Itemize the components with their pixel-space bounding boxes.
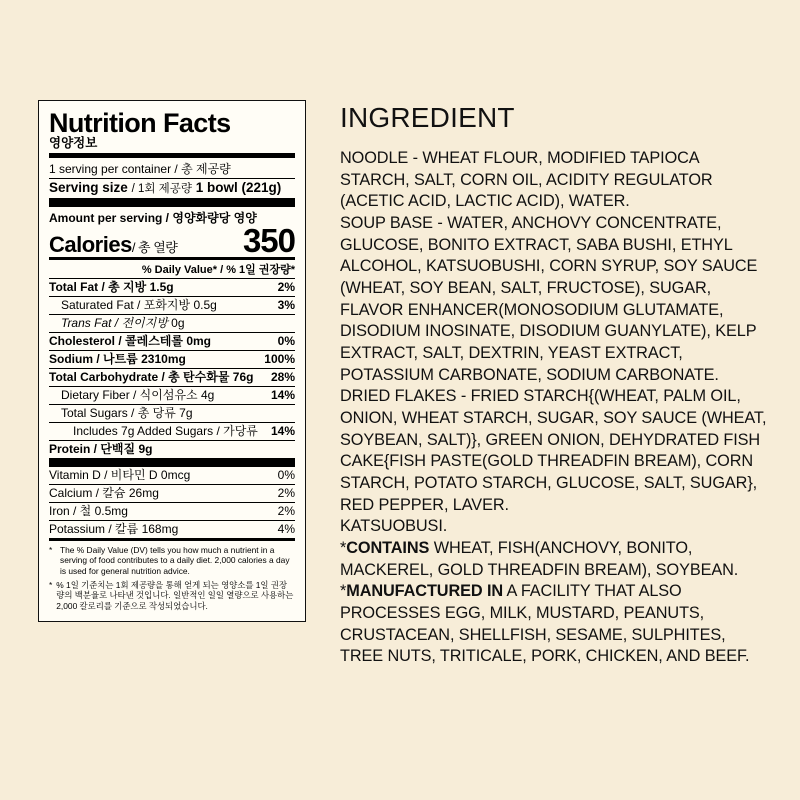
nutrient-dv: 28% [270, 370, 295, 385]
calories-row [49, 221, 295, 259]
nutrition-facts-panel [38, 100, 306, 622]
nutrient-amount-wrap [258, 424, 271, 439]
table-row [49, 387, 295, 404]
calories-label-group [49, 234, 177, 256]
footnote-korean [49, 576, 295, 614]
nutrient-amount: 9g [138, 442, 153, 457]
calories-value: 350 [242, 221, 295, 259]
allergen-manufactured-in [340, 581, 770, 668]
vitamin-amount-wrap [126, 486, 278, 501]
vitamin-amount-wrap [138, 522, 277, 537]
footnote-star: * [49, 545, 53, 556]
vitamin-amount: 0.5mg [94, 504, 128, 519]
nutrient-amount: 0g [171, 316, 185, 331]
table-row [49, 467, 295, 484]
table-row [49, 315, 295, 332]
nutrient-amount-wrap [183, 334, 278, 349]
nutrient-amount-wrap [190, 298, 278, 313]
nutrient-amount-wrap [146, 280, 277, 295]
nutrition-facts-title: Nutrition Facts [49, 108, 231, 138]
serving-size-value: 1 bowl (221g) [195, 179, 282, 195]
calories-label: Calories [49, 232, 132, 258]
vitamin-name: Iron / 철 [49, 504, 92, 519]
nutrient-name: Cholesterol / 콜레스테롤 [49, 334, 183, 349]
servings-per-container: 1 serving per container / 총 제공량 [49, 161, 231, 176]
nutrient-amount: 2310mg [141, 352, 186, 367]
nutrient-amount: 1.5g [149, 280, 174, 295]
nutrient-name: Dietary Fiber / 식이섬유소 [61, 388, 198, 403]
vitamin-amount: 0mcg [160, 468, 191, 483]
table-row [49, 333, 295, 350]
vitamin-name: Calcium / 칼슘 [49, 486, 126, 501]
table-row [49, 405, 295, 422]
nutrient-name: Total Carbohydrate / 총 탄수화물 [49, 370, 230, 385]
nutrient-name: Total Sugars / 총 당류 [61, 406, 176, 421]
nutrient-name: Protein / 단백질 [49, 442, 136, 457]
table-row [49, 297, 295, 314]
serving-size-row [49, 179, 295, 198]
ingredient-heading: INGREDIENT [340, 102, 515, 133]
nutrient-amount-wrap [138, 352, 265, 367]
footnote-text: The % Daily Value (DV) tells you how much a nutrient in a serving of food contributes to a daily diet. 2,000 calories a day is used for general nutrition advice. [60, 545, 290, 576]
contains-label: CONTAINS [346, 539, 430, 558]
nutrient-amount: 4g [201, 388, 215, 403]
nutrition-facts-title-korean: 영양정보 [49, 136, 98, 151]
vitamin-amount: 26mg [128, 486, 159, 501]
manufactured-label: MANUFACTURED IN [346, 582, 504, 601]
contains-star: * [340, 539, 347, 558]
ingredient-katsuobusi: KATSUOBUSI. [340, 517, 448, 536]
vitamin-amount-wrap [91, 504, 277, 519]
nutrient-amount: 76g [232, 370, 254, 385]
nutrient-rows [49, 279, 295, 458]
contains-text: WHEAT, FISH(ANCHOVY, BONITO, MACKEREL, GOLD THREADFIN BREAM), SOYBEAN. [340, 539, 739, 579]
calories-label-korean: / 총 열량 [131, 240, 178, 256]
nutrient-name: Sodium / 나트륨 [49, 352, 138, 367]
footnote-text-korean: % 1일 기준치는 1회 제공량을 통해 얻게 되는 영양소를 1일 권장량의 백분율로 나타낸 것입니다. 일반적인 일일 열량으로 사용하는 2,000 칼로리를 기준으로 작성되었습니다. [56, 579, 294, 611]
ingredient-body [340, 148, 770, 668]
nutrient-amount-wrap [198, 388, 271, 403]
vitamin-rows [49, 467, 295, 538]
nutrient-amount: 0.5g [193, 298, 217, 313]
ingredient-noodle: NOODLE - WHEAT FLOUR, MODIFIED TAPIOCA STARCH, SALT, CORN OIL, ACIDITY REGULATOR (ACETIC ACID, LACTIC ACID), WATER. [340, 149, 713, 211]
nutrient-name: Total Fat / 총 지방 [49, 280, 147, 295]
table-row [49, 369, 295, 386]
footnote-star-korean: * [49, 579, 53, 590]
nutrient-dv: 14% [270, 424, 295, 439]
nutrient-dv: 2% [277, 280, 295, 295]
manufactured-star: * [340, 582, 347, 601]
table-row [49, 441, 295, 458]
table-row [49, 485, 295, 502]
vitamin-dv: 2% [277, 486, 295, 501]
nutrient-name: Saturated Fat / 포화지방 [61, 298, 191, 313]
nutrient-amount: 7g [179, 406, 193, 421]
divider-thick-top [49, 198, 295, 207]
nutrient-dv: 100% [264, 352, 295, 367]
amount-per-serving: Amount per serving / 영양화량당 영양 [49, 210, 257, 225]
vitamin-dv: 0% [277, 468, 295, 483]
nutrient-amount-wrap [229, 370, 271, 385]
vitamin-name: Potassium / 칼륨 [49, 522, 139, 537]
nutrient-amount: 0mg [186, 334, 212, 349]
nutrient-dv: 14% [270, 388, 295, 403]
table-row [49, 279, 295, 296]
nutrient-name: Includes 7g Added Sugars / 가당류 [73, 424, 258, 439]
nutrient-amount-wrap [135, 442, 295, 457]
ingredient-dried-flakes: DRIED FLAKES - FRIED STARCH{(WHEAT, PALM OIL, ONION, WHEAT STARCH, SUGAR, SOY SAUCE (WHEAT, SOYBEAN, SALT)}, GREEN ONION, DEHYDRATED FISH CAKE{FISH PASTE(GOLD THREADFIN BREAM), CORN STARCH, POTATO STARCH, GLUCOSE, SALT, SUGAR}, RED PEPPER, LAVER. [340, 387, 767, 514]
vitamin-dv: 2% [277, 504, 295, 519]
vitamin-name: Vitamin D / 비타민 D [49, 468, 158, 483]
vitamin-dv: 4% [277, 522, 295, 537]
vitamin-amount-wrap [158, 468, 278, 483]
divider-thick-bottom [49, 458, 295, 467]
serving-size-label: Serving size [49, 179, 128, 195]
nutrient-amount-wrap [168, 316, 295, 331]
table-row [49, 503, 295, 520]
table-row [49, 423, 295, 440]
nutrient-amount-wrap [176, 406, 295, 421]
table-row [49, 351, 295, 368]
table-row [49, 521, 295, 538]
footnote-english [49, 541, 295, 576]
ingredient-soup-base: SOUP BASE - WATER, ANCHOVY CONCENTRATE, GLUCOSE, BONITO EXTRACT, SABA BUSHI, ETHYL ALCOHOL, KATSUOBUSHI, CORN SYRUP, SOY SAUCE (WHEAT, SOY BEAN, SALT, FRUCTOSE), SUGAR, FLAVOR ENHANCER(MONOSODIUM GLUTAMATE, DISODIUM INOSINATE, DISODIUM GUANYLATE), KELP EXTRACT, SALT, DEXTRIN, YEAST EXTRACT, POTASSIUM CARBONATE, SODIUM CARBONATE. [340, 214, 758, 384]
daily-value-header: % Daily Value* / % 1일 권장량* [141, 264, 295, 277]
allergen-contains [340, 538, 770, 581]
manufactured-text: A FACILITY THAT ALSO PROCESSES EGG, MILK, MUSTARD, PEANUTS, CRUSTACEAN, SHELLFISH, SESAME, SULPHITES, TREE NUTS, TRITICALE, PORK, CHICKEN, AND BEEF. [340, 582, 750, 666]
nutrient-dv: 3% [277, 298, 295, 313]
nutrient-dv: 0% [277, 334, 295, 349]
serving-size-label-korean: / 1회 제공량 [131, 182, 192, 195]
nutrient-name: Trans Fat / 전이지방 [61, 316, 168, 331]
vitamin-amount: 168mg [141, 522, 179, 537]
ingredient-column [340, 100, 770, 770]
